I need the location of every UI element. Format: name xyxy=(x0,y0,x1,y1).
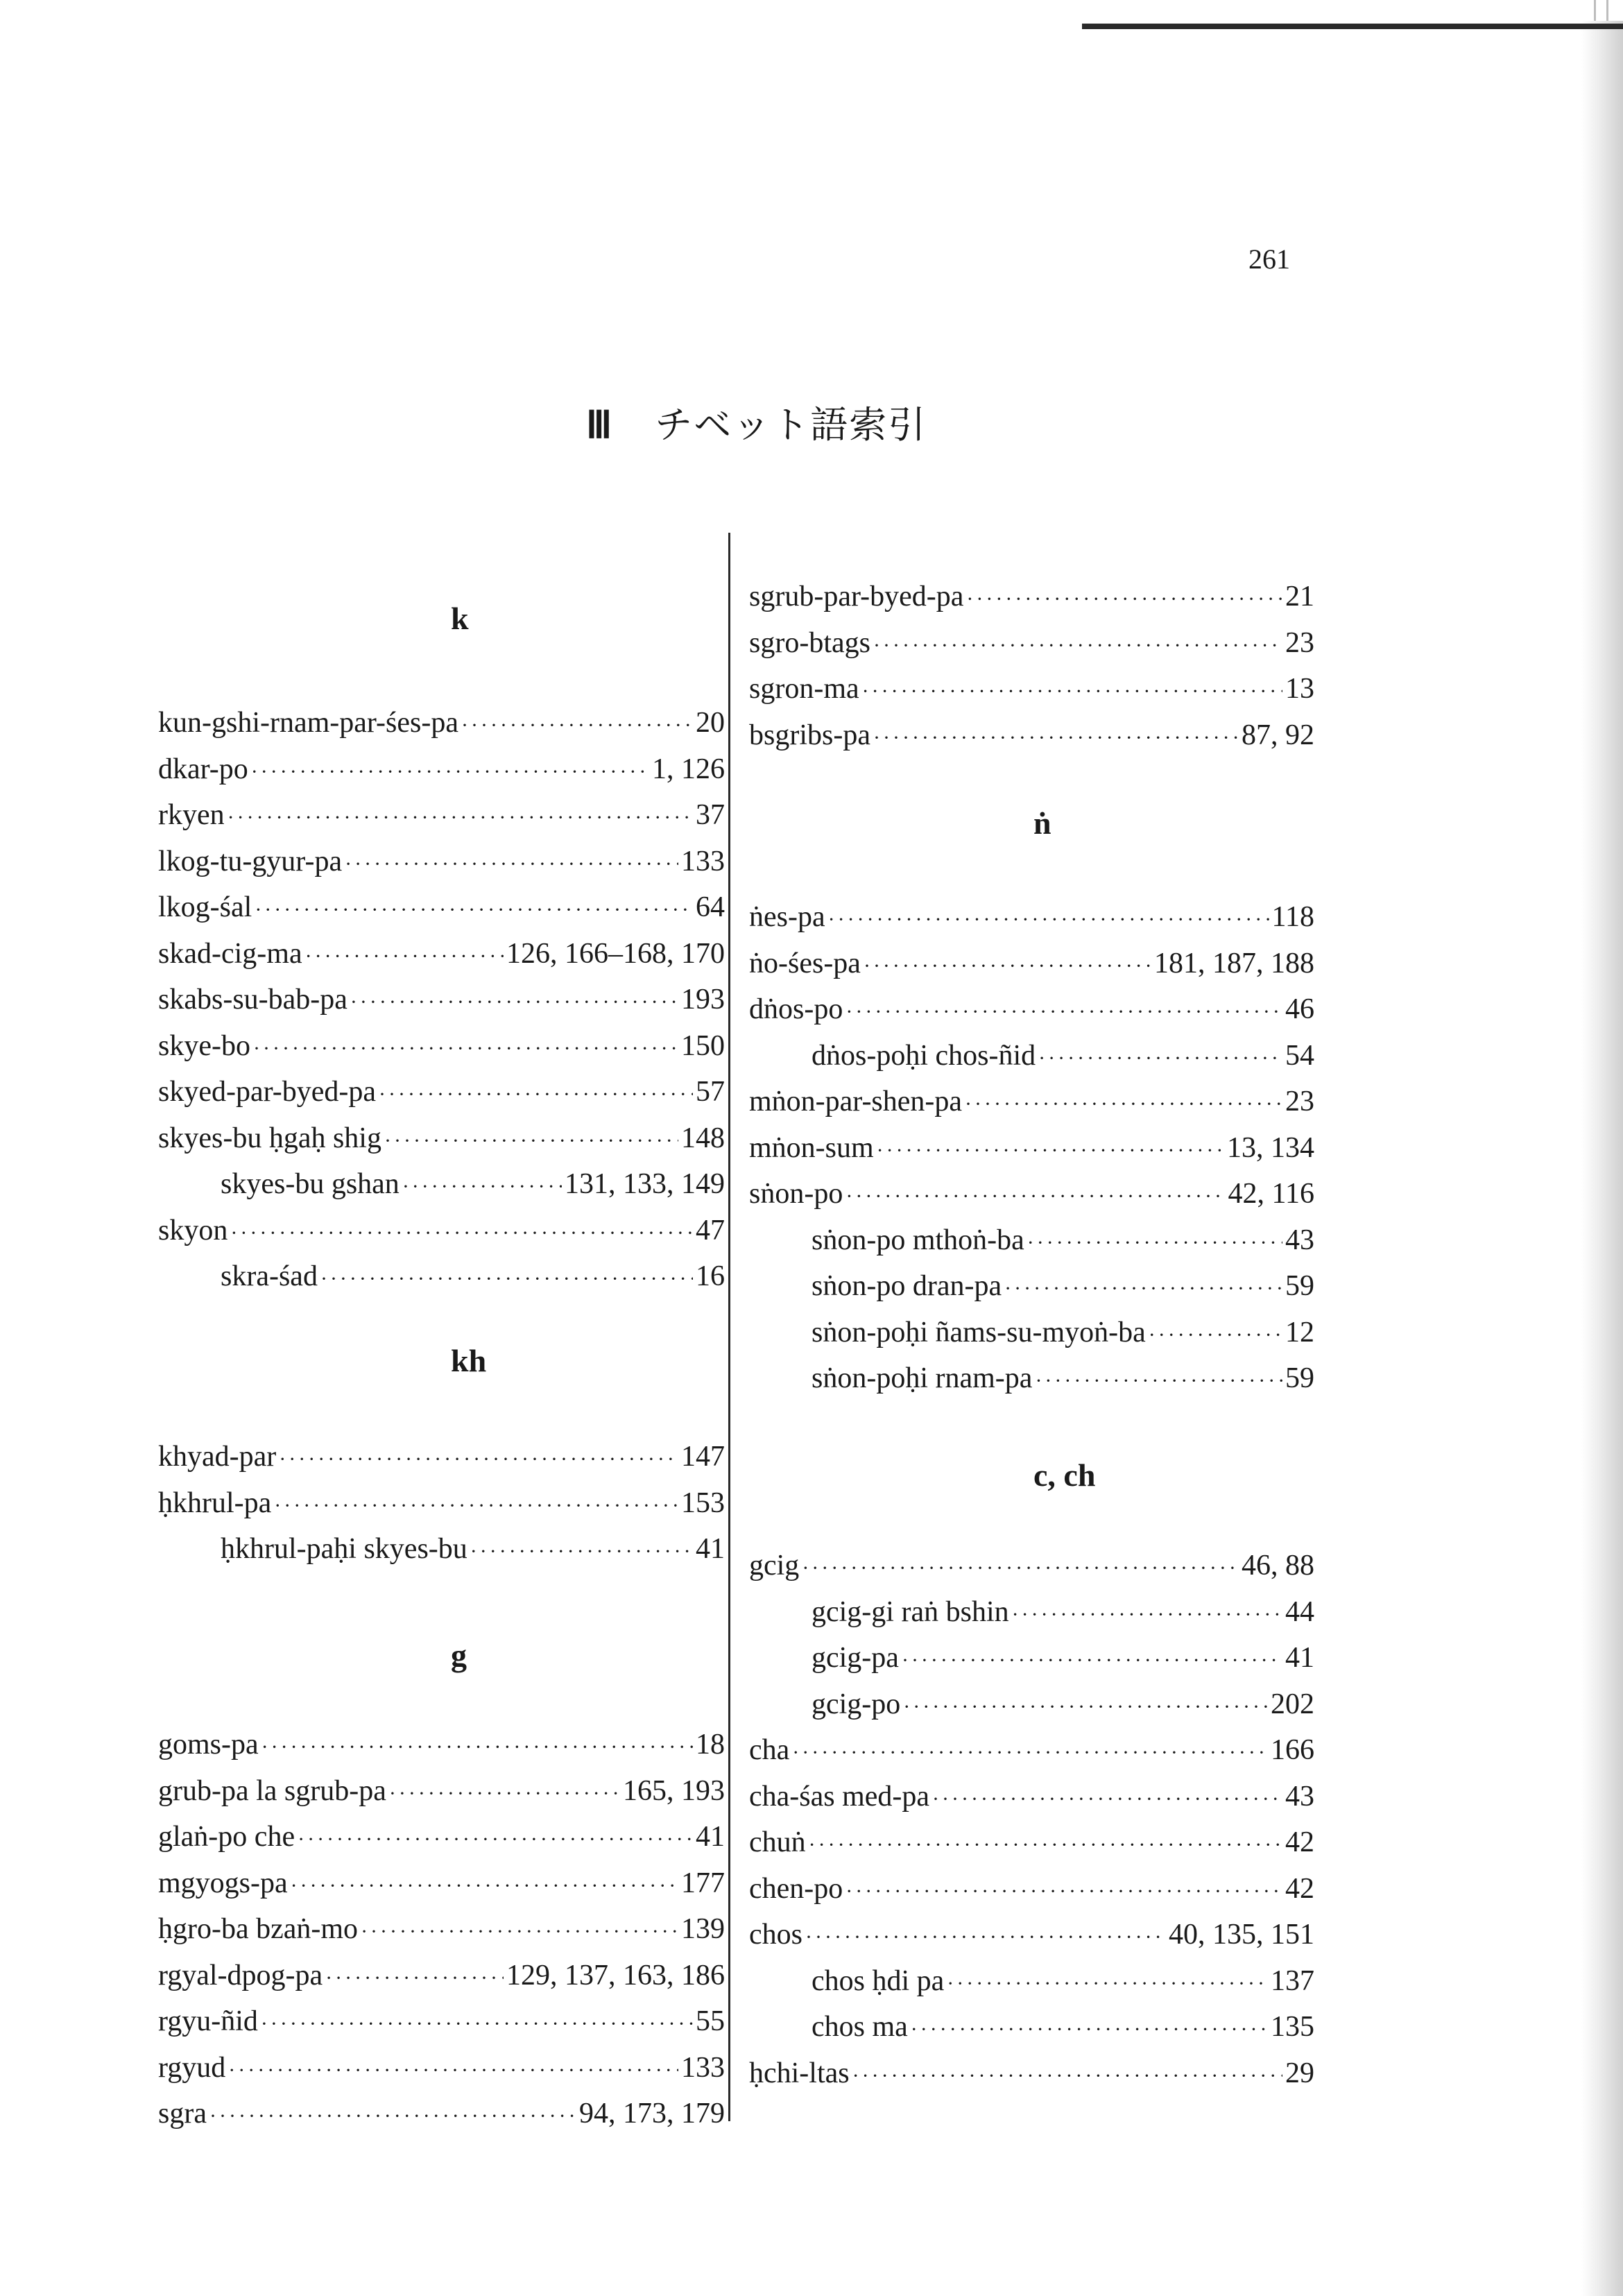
letter-heading: ṅ xyxy=(1033,805,1051,841)
index-entry xyxy=(158,1908,725,1953)
index-entry xyxy=(812,1357,1314,1402)
index-entry xyxy=(158,886,725,931)
entry-pages: 94, 173, 179 xyxy=(579,2098,725,2130)
index-entry xyxy=(158,979,725,1023)
dot-leader xyxy=(911,2009,1268,2050)
dot-leader xyxy=(325,1957,504,1999)
index-entry xyxy=(221,1256,725,1300)
dot-leader xyxy=(230,1213,693,1254)
dot-leader xyxy=(402,1166,562,1208)
entry-term: mṅon-par-shen-pa xyxy=(749,1086,963,1117)
entry-term: skye-bo xyxy=(158,1029,250,1062)
letter-heading: c, ch xyxy=(1033,1457,1096,1493)
entry-pages: 139 xyxy=(681,1913,725,1945)
index-entry xyxy=(158,702,725,746)
dot-leader xyxy=(1012,1594,1282,1636)
dot-leader xyxy=(1038,1038,1282,1079)
index-entry xyxy=(749,1914,1314,1958)
entry-term: skyon xyxy=(158,1214,228,1246)
entry-term: sgron-ma xyxy=(749,673,859,705)
index-entry xyxy=(749,1081,1314,1125)
dot-leader xyxy=(903,1686,1268,1728)
entry-pages: 20 xyxy=(696,707,725,739)
page-edge-shadow xyxy=(1581,21,1623,2296)
entry-pages: 150 xyxy=(681,1029,725,1062)
entry-pages: 42 xyxy=(1285,1826,1314,1858)
dot-leader xyxy=(227,797,693,839)
entry-term: mgyogs-pa xyxy=(158,1867,288,1899)
entry-term: rgyu-ñid xyxy=(158,2005,258,2037)
entry-term: dṅos-poḥi chos-ñid xyxy=(812,1039,1036,1072)
entry-pages: 23 xyxy=(1285,626,1314,659)
entry-pages: 41 xyxy=(696,1533,725,1565)
dot-leader xyxy=(291,1865,678,1907)
entry-term: sgrub-par-byed-pa xyxy=(749,581,964,612)
index-entry xyxy=(749,1127,1314,1172)
letter-heading: g xyxy=(451,1638,467,1673)
index-entry xyxy=(749,622,1314,667)
entry-pages: 118 xyxy=(1271,901,1314,933)
entry-term: mṅon-sum xyxy=(749,1131,874,1164)
dot-leader xyxy=(345,843,678,885)
entry-term: skra-śad xyxy=(221,1260,318,1292)
entry-term: rgyal-dpog-pa xyxy=(158,1959,323,1991)
entry-term: cha xyxy=(749,1734,790,1766)
entry-pages: 18 xyxy=(696,1729,725,1760)
dot-leader xyxy=(845,991,1282,1033)
index-entry xyxy=(812,1684,1314,1728)
entry-pages: 41 xyxy=(1285,1642,1314,1674)
entry-pages: 42 xyxy=(1285,1872,1314,1905)
index-entry xyxy=(812,1960,1314,2005)
entry-pages: 29 xyxy=(1285,2057,1314,2089)
index-entry xyxy=(812,2006,1314,2050)
entry-term: lkog-śal xyxy=(158,891,252,923)
entry-term: lkog-tu-gyur-pa xyxy=(158,845,343,877)
entry-term: gcig-gi raṅ bshin xyxy=(812,1595,1009,1628)
dot-leader xyxy=(864,945,1151,987)
entry-term: skyes-bu gshan xyxy=(221,1168,400,1200)
entry-pages: 147 xyxy=(681,1441,725,1473)
index-entry xyxy=(749,668,1314,712)
index-entry xyxy=(158,841,725,885)
dot-leader xyxy=(965,1083,1282,1125)
index-entry xyxy=(812,1219,1314,1264)
dot-leader xyxy=(253,1028,678,1070)
scan-top-border xyxy=(1082,24,1623,29)
entry-pages: 40, 135, 151 xyxy=(1169,1919,1314,1951)
dot-leader xyxy=(298,1819,693,1860)
entry-pages: 42, 116 xyxy=(1228,1178,1314,1210)
index-entry xyxy=(158,2047,725,2091)
dot-leader xyxy=(470,1531,693,1573)
dot-leader xyxy=(379,1074,693,1115)
entry-term: sṅon-po xyxy=(749,1178,843,1210)
entry-term: ḥchi-ltas xyxy=(749,2057,850,2089)
dot-leader xyxy=(845,1176,1225,1217)
dot-leader xyxy=(809,1824,1282,1866)
index-entry xyxy=(158,1724,725,1768)
entry-pages: 193 xyxy=(681,984,725,1016)
dot-leader xyxy=(802,1548,1239,1589)
entry-pages: 57 xyxy=(696,1076,725,1108)
dot-leader xyxy=(845,1871,1282,1912)
dot-leader xyxy=(361,1911,678,1953)
entry-term: sṅon-poḥi ñams-su-myoṅ-ba xyxy=(812,1316,1146,1348)
entry-term: cha-śas med-pa xyxy=(749,1780,930,1813)
dot-leader xyxy=(350,982,678,1023)
dot-leader xyxy=(384,1120,678,1162)
entry-pages: 135 xyxy=(1271,2011,1314,2043)
index-entry xyxy=(812,1591,1314,1636)
letter-heading: k xyxy=(451,601,469,636)
entry-pages: 37 xyxy=(696,799,725,831)
dot-leader xyxy=(828,899,1269,941)
entry-pages: 126, 166–168, 170 xyxy=(506,937,725,970)
index-entry xyxy=(749,1545,1314,1589)
index-title xyxy=(586,395,927,449)
index-entry xyxy=(221,1163,725,1208)
dot-leader xyxy=(792,1732,1268,1774)
index-entry xyxy=(158,1482,725,1527)
dot-leader xyxy=(932,1779,1282,1820)
entry-term: gcig xyxy=(749,1550,800,1582)
entry-pages: 177 xyxy=(681,1867,725,1899)
dot-leader xyxy=(1004,1268,1282,1310)
entry-term: ḥkhrul-pa xyxy=(158,1487,272,1519)
entry-pages: 16 xyxy=(696,1260,725,1292)
entry-term: chos xyxy=(749,1919,802,1951)
dot-leader xyxy=(877,1130,1224,1172)
dot-leader xyxy=(1027,1222,1282,1264)
entry-pages: 131, 133, 149 xyxy=(565,1168,725,1200)
entry-pages: 59 xyxy=(1285,1270,1314,1302)
entry-pages: 47 xyxy=(696,1214,725,1246)
entry-pages: 137 xyxy=(1271,1964,1314,1997)
dot-leader xyxy=(902,1640,1282,1681)
entry-pages: 148 xyxy=(681,1122,725,1154)
index-entry xyxy=(749,1776,1314,1820)
index-entry xyxy=(749,1822,1314,1866)
entry-term: sṅon-poḥi rnam-pa xyxy=(812,1362,1033,1394)
entry-pages: 133 xyxy=(681,2051,725,2084)
index-entry xyxy=(158,2093,725,2137)
entry-pages: 202 xyxy=(1271,1688,1314,1720)
index-entry xyxy=(749,2053,1314,2097)
entry-term: glaṅ-po che xyxy=(158,1821,295,1853)
entry-term: sgra xyxy=(158,2098,207,2130)
index-entry xyxy=(158,1816,725,1860)
entry-term: skabs-su-bab-pa xyxy=(158,984,347,1016)
entry-pages: 46 xyxy=(1285,993,1314,1025)
index-entry xyxy=(158,794,725,839)
entry-pages: 181, 187, 188 xyxy=(1154,947,1314,979)
entry-pages: 13, 134 xyxy=(1227,1131,1314,1164)
index-entry xyxy=(158,933,725,977)
dot-leader xyxy=(261,1727,693,1768)
entry-term: chuṅ xyxy=(749,1826,806,1858)
entry-term: khyad-par xyxy=(158,1441,277,1473)
entry-pages: 12 xyxy=(1285,1316,1314,1348)
index-entry xyxy=(158,1862,725,1907)
index-entry xyxy=(158,1117,725,1162)
dot-leader xyxy=(873,717,1239,759)
entry-term: dkar-po xyxy=(158,753,248,785)
entry-term: gcig-pa xyxy=(812,1642,899,1674)
entry-term: skyed-par-byed-pa xyxy=(158,1076,377,1108)
entry-pages: 43 xyxy=(1285,1780,1314,1813)
entry-term: ḥgro-ba bzaṅ-mo xyxy=(158,1913,359,1945)
index-entry xyxy=(749,896,1314,941)
entry-pages: 55 xyxy=(696,2005,725,2037)
column-divider xyxy=(728,533,730,2121)
index-entry xyxy=(812,1637,1314,1681)
index-entry xyxy=(158,748,725,793)
entry-term: kun-gshi-rnam-par-śes-pa xyxy=(158,707,459,739)
entry-pages: 166 xyxy=(1271,1734,1314,1766)
page-number: 261 xyxy=(1248,243,1290,275)
entry-term: sṅon-po mthoṅ-ba xyxy=(812,1224,1024,1256)
entry-term: chen-po xyxy=(749,1872,843,1905)
index-entry xyxy=(749,988,1314,1033)
index-title-numeral: Ⅲ xyxy=(586,404,614,446)
entry-pages: 129, 137, 163, 186 xyxy=(506,1959,725,1991)
dot-leader xyxy=(255,889,693,931)
index-entry xyxy=(812,1312,1314,1356)
entry-term: ḥkhrul-paḥi skyes-bu xyxy=(221,1533,467,1565)
entry-term: skyes-bu ḥgaḥ shig xyxy=(158,1122,381,1154)
entry-pages: 23 xyxy=(1285,1086,1314,1117)
entry-pages: 46, 88 xyxy=(1242,1550,1314,1582)
index-entry xyxy=(749,714,1314,759)
letter-heading: kh xyxy=(451,1343,487,1378)
entry-pages: 54 xyxy=(1285,1039,1314,1072)
index-entry xyxy=(158,1071,725,1115)
dot-leader xyxy=(461,705,693,746)
index-entry xyxy=(158,1025,725,1070)
entry-term: bsgribs-pa xyxy=(749,719,870,751)
entry-pages: 133 xyxy=(681,845,725,877)
index-entry xyxy=(158,1210,725,1254)
index-entry xyxy=(749,1173,1314,1217)
entry-pages: 41 xyxy=(696,1821,725,1853)
dot-leader xyxy=(947,1963,1268,2005)
entry-term: ṅes-pa xyxy=(749,901,825,933)
dot-leader xyxy=(389,1773,620,1815)
index-entry xyxy=(158,1955,725,1999)
dot-leader xyxy=(209,2096,576,2137)
dot-leader xyxy=(966,579,1282,620)
entry-term: goms-pa xyxy=(158,1729,259,1760)
dot-leader xyxy=(862,671,1282,712)
index-title-text: チベット語索引 xyxy=(655,404,927,446)
entry-pages: 59 xyxy=(1285,1362,1314,1394)
index-entry xyxy=(749,576,1314,620)
dot-leader xyxy=(805,1917,1166,1958)
index-entry xyxy=(158,1770,725,1815)
dot-leader xyxy=(873,625,1282,667)
dot-leader xyxy=(1035,1360,1282,1402)
dot-leader xyxy=(305,936,504,977)
entry-pages: 165, 193 xyxy=(623,1774,725,1807)
entry-pages: 13 xyxy=(1285,673,1314,705)
entry-term: rgyud xyxy=(158,2051,226,2084)
entry-term: gcig-po xyxy=(812,1688,901,1720)
entry-pages: 21 xyxy=(1285,581,1314,612)
dot-leader xyxy=(279,1439,678,1480)
dot-leader xyxy=(1149,1314,1282,1356)
dot-leader xyxy=(261,2003,693,2045)
dot-leader xyxy=(320,1258,693,1300)
entry-pages: 44 xyxy=(1285,1595,1314,1628)
entry-pages: 153 xyxy=(681,1487,725,1519)
entry-term: dṅos-po xyxy=(749,993,843,1025)
entry-term: rkyen xyxy=(158,799,225,831)
entry-pages: 1, 126 xyxy=(652,753,725,785)
entry-pages: 87, 92 xyxy=(1242,719,1314,751)
index-entry xyxy=(749,943,1314,987)
entry-term: sgro-btags xyxy=(749,626,870,659)
index-entry xyxy=(158,1436,725,1480)
entry-term: sṅon-po dran-pa xyxy=(812,1270,1002,1302)
dot-leader xyxy=(251,751,649,793)
dot-leader xyxy=(852,2055,1282,2097)
dot-leader xyxy=(274,1485,678,1527)
entry-term: chos ḥdi pa xyxy=(812,1964,945,1997)
dot-leader xyxy=(228,2050,678,2091)
index-entry xyxy=(749,1868,1314,1912)
entry-term: ṅo-śes-pa xyxy=(749,947,861,979)
index-entry xyxy=(812,1035,1314,1079)
entry-term: grub-pa la sgrub-pa xyxy=(158,1774,386,1807)
index-entry xyxy=(221,1528,725,1573)
index-entry xyxy=(749,1729,1314,1774)
entry-term: skad-cig-ma xyxy=(158,937,302,970)
entry-pages: 64 xyxy=(696,891,725,923)
index-entry xyxy=(812,1265,1314,1310)
index-entry xyxy=(158,2001,725,2045)
entry-term: chos ma xyxy=(812,2011,908,2043)
entry-pages: 43 xyxy=(1285,1224,1314,1256)
